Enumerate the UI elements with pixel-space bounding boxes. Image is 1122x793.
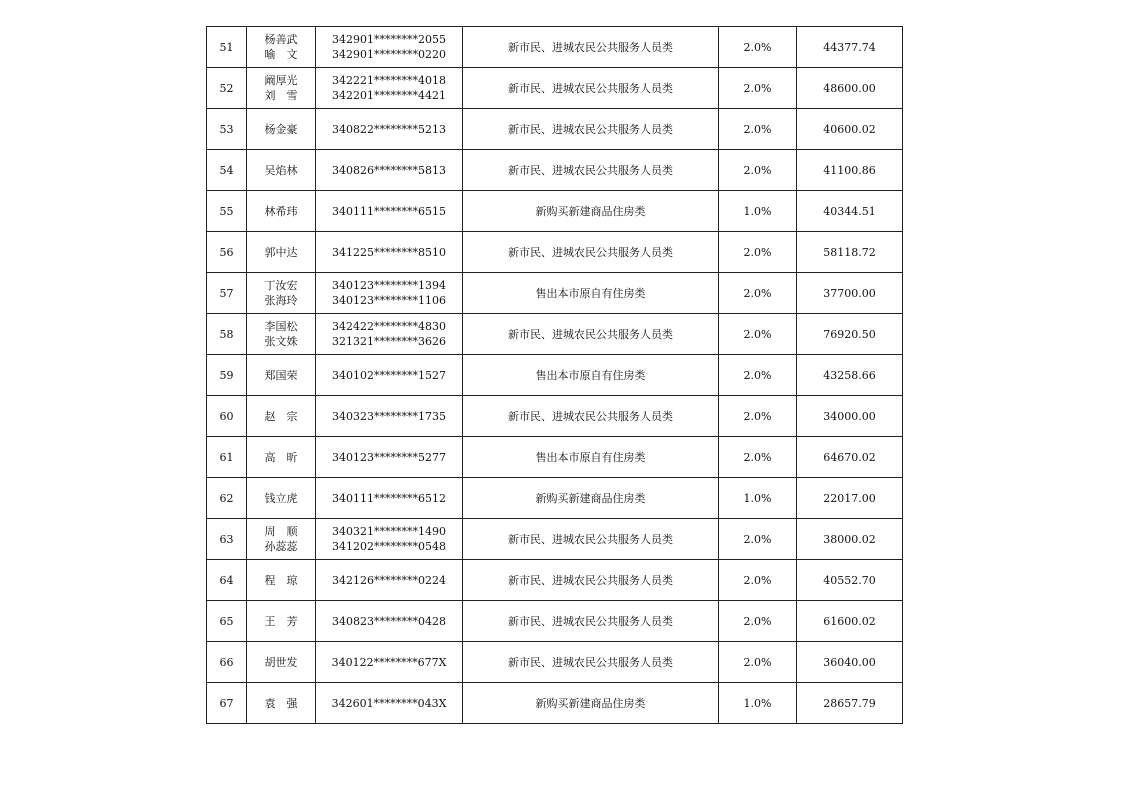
row-number-cell: 67 [207, 683, 247, 724]
table-row [207, 437, 903, 478]
row-number-cell: 52 [207, 68, 247, 109]
category-cell: 新市民、进城农民公共服务人员类 [463, 396, 719, 437]
id-number-cell [316, 232, 463, 273]
table-row [207, 273, 903, 314]
id-number: 340823********0428 [332, 614, 446, 628]
id-number: 342901********2055 [332, 33, 446, 46]
category-cell: 新市民、进城农民公共服务人员类 [463, 68, 719, 109]
amount-cell: 44377.74 [797, 27, 903, 68]
id-number-cell [316, 601, 463, 642]
id-number: 340102********1527 [332, 368, 446, 382]
category-cell: 新市民、进城农民公共服务人员类 [463, 27, 719, 68]
category-cell: 新市民、进城农民公共服务人员类 [463, 150, 719, 191]
rate-cell: 2.0% [719, 314, 797, 355]
rate-cell: 2.0% [719, 642, 797, 683]
id-number-cell [316, 314, 463, 355]
row-number-cell: 65 [207, 601, 247, 642]
table-body [207, 27, 903, 724]
applicant-name: 刘 雪 [264, 89, 298, 102]
row-number-cell: 66 [207, 642, 247, 683]
id-number: 340111********6512 [332, 491, 446, 505]
amount-cell: 38000.02 [797, 519, 903, 560]
id-number: 342221********4018 [332, 74, 446, 87]
category-cell: 售出本市原自有住房类 [463, 355, 719, 396]
row-number-cell: 58 [207, 314, 247, 355]
rate-cell: 2.0% [719, 232, 797, 273]
id-number-cell [316, 109, 463, 150]
table-row [207, 560, 903, 601]
id-number: 342422********4830 [332, 320, 446, 333]
applicant-name-cell [247, 314, 316, 355]
applicant-name: 阚厚光 [264, 74, 298, 87]
applicant-name-cell [247, 519, 316, 560]
category-cell: 新市民、进城农民公共服务人员类 [463, 560, 719, 601]
id-number: 340123********1106 [332, 294, 446, 307]
applicant-name-cell [247, 437, 316, 478]
category-cell: 售出本市原自有住房类 [463, 437, 719, 478]
applicant-name: 丁汝宏 [264, 279, 298, 292]
applicant-name: 王 芳 [264, 614, 298, 628]
applicant-name: 郑国荣 [264, 368, 298, 382]
table-row [207, 150, 903, 191]
applicant-name-cell [247, 683, 316, 724]
table-row [207, 314, 903, 355]
applicant-name-cell [247, 273, 316, 314]
category-cell: 新购买新建商品住房类 [463, 191, 719, 232]
rate-cell: 2.0% [719, 355, 797, 396]
rate-cell: 2.0% [719, 150, 797, 191]
id-number-cell [316, 191, 463, 232]
id-number: 340321********1490 [332, 525, 446, 538]
id-number-cell [316, 150, 463, 191]
applicant-name: 林希玮 [264, 204, 298, 218]
id-number: 342601********043X [331, 696, 447, 710]
applicant-name: 郭中达 [264, 245, 298, 259]
applicant-name-cell [247, 191, 316, 232]
applicant-name: 胡世发 [264, 655, 298, 669]
id-number-cell [316, 683, 463, 724]
id-number-cell [316, 437, 463, 478]
applicant-name-cell [247, 560, 316, 601]
rate-cell: 2.0% [719, 601, 797, 642]
applicant-name: 吴焰林 [264, 163, 298, 177]
id-number: 340826********5813 [332, 163, 446, 177]
row-number-cell: 54 [207, 150, 247, 191]
applicant-name: 张海玲 [264, 294, 298, 307]
amount-cell: 28657.79 [797, 683, 903, 724]
row-number-cell: 60 [207, 396, 247, 437]
rate-cell: 1.0% [719, 191, 797, 232]
id-number: 321321********3626 [332, 335, 446, 348]
id-number: 340111********6515 [332, 204, 446, 218]
amount-cell: 48600.00 [797, 68, 903, 109]
id-number-cell [316, 68, 463, 109]
applicant-name-cell [247, 396, 316, 437]
applicant-name: 李国松 [264, 320, 298, 333]
category-cell: 新市民、进城农民公共服务人员类 [463, 642, 719, 683]
row-number-cell: 59 [207, 355, 247, 396]
id-number-cell [316, 27, 463, 68]
id-number: 340323********1735 [332, 409, 446, 423]
amount-cell: 61600.02 [797, 601, 903, 642]
category-cell: 新市民、进城农民公共服务人员类 [463, 314, 719, 355]
applicant-name: 高 昕 [264, 450, 298, 464]
id-number: 342126********0224 [332, 573, 446, 587]
amount-cell: 64670.02 [797, 437, 903, 478]
applicant-name: 赵 宗 [264, 409, 298, 423]
rate-cell: 2.0% [719, 560, 797, 601]
id-number: 340822********5213 [332, 122, 446, 136]
category-cell: 新市民、进城农民公共服务人员类 [463, 109, 719, 150]
amount-cell: 40600.02 [797, 109, 903, 150]
rate-cell: 2.0% [719, 519, 797, 560]
rate-cell: 2.0% [719, 273, 797, 314]
category-cell: 新市民、进城农民公共服务人员类 [463, 519, 719, 560]
id-number: 340123********1394 [332, 279, 446, 292]
id-number: 341225********8510 [332, 245, 446, 259]
applicant-name: 程 琼 [264, 573, 298, 587]
applicant-name-cell [247, 68, 316, 109]
amount-cell: 36040.00 [797, 642, 903, 683]
applicant-name: 杨善武 [264, 33, 298, 46]
amount-cell: 43258.66 [797, 355, 903, 396]
table-row [207, 232, 903, 273]
id-number: 341202********0548 [332, 540, 446, 553]
amount-cell: 37700.00 [797, 273, 903, 314]
table-row [207, 601, 903, 642]
amount-cell: 34000.00 [797, 396, 903, 437]
id-number-cell [316, 273, 463, 314]
row-number-cell: 64 [207, 560, 247, 601]
table-row [207, 68, 903, 109]
id-number-cell [316, 560, 463, 601]
applicant-name-cell [247, 232, 316, 273]
id-number-cell [316, 519, 463, 560]
applicant-name-cell [247, 642, 316, 683]
amount-cell: 41100.86 [797, 150, 903, 191]
table-row [207, 683, 903, 724]
category-cell: 售出本市原自有住房类 [463, 273, 719, 314]
rate-cell: 2.0% [719, 396, 797, 437]
id-number: 342201********4421 [332, 89, 446, 102]
category-cell: 新市民、进城农民公共服务人员类 [463, 232, 719, 273]
rate-cell: 2.0% [719, 27, 797, 68]
id-number: 340123********5277 [332, 450, 446, 464]
row-number-cell: 57 [207, 273, 247, 314]
applicant-name: 周 顺 [264, 525, 298, 538]
amount-cell: 58118.72 [797, 232, 903, 273]
applicant-name: 喻 文 [264, 48, 298, 61]
id-number: 342901********0220 [332, 48, 446, 61]
category-cell: 新购买新建商品住房类 [463, 478, 719, 519]
rate-cell: 1.0% [719, 478, 797, 519]
applicant-name: 张文姝 [264, 335, 298, 348]
applicant-name-cell [247, 27, 316, 68]
category-cell: 新购买新建商品住房类 [463, 683, 719, 724]
rate-cell: 2.0% [719, 68, 797, 109]
table-row [207, 191, 903, 232]
id-number-cell [316, 478, 463, 519]
id-number-cell [316, 642, 463, 683]
table-row [207, 396, 903, 437]
rate-cell: 2.0% [719, 109, 797, 150]
applicant-name-cell [247, 478, 316, 519]
applicant-name: 钱立虎 [264, 491, 298, 505]
applicant-name: 袁 强 [264, 696, 298, 710]
applicant-name: 孙蕊蕊 [264, 540, 298, 553]
category-cell: 新市民、进城农民公共服务人员类 [463, 601, 719, 642]
id-number-cell [316, 396, 463, 437]
table-row [207, 355, 903, 396]
amount-cell: 22017.00 [797, 478, 903, 519]
applicant-name: 杨金豪 [264, 122, 298, 136]
row-number-cell: 55 [207, 191, 247, 232]
applicant-name-cell [247, 109, 316, 150]
table-row [207, 478, 903, 519]
amount-cell: 76920.50 [797, 314, 903, 355]
id-number: 340122********677X [331, 655, 447, 669]
table-row [207, 27, 903, 68]
rate-cell: 1.0% [719, 683, 797, 724]
row-number-cell: 62 [207, 478, 247, 519]
table-row [207, 519, 903, 560]
row-number-cell: 53 [207, 109, 247, 150]
table-row [207, 109, 903, 150]
applicant-name-cell [247, 150, 316, 191]
subsidy-table [206, 26, 903, 724]
rate-cell: 2.0% [719, 437, 797, 478]
amount-cell: 40344.51 [797, 191, 903, 232]
row-number-cell: 63 [207, 519, 247, 560]
row-number-cell: 56 [207, 232, 247, 273]
row-number-cell: 61 [207, 437, 247, 478]
row-number-cell: 51 [207, 27, 247, 68]
table-row [207, 642, 903, 683]
applicant-name-cell [247, 355, 316, 396]
id-number-cell [316, 355, 463, 396]
amount-cell: 40552.70 [797, 560, 903, 601]
applicant-name-cell [247, 601, 316, 642]
